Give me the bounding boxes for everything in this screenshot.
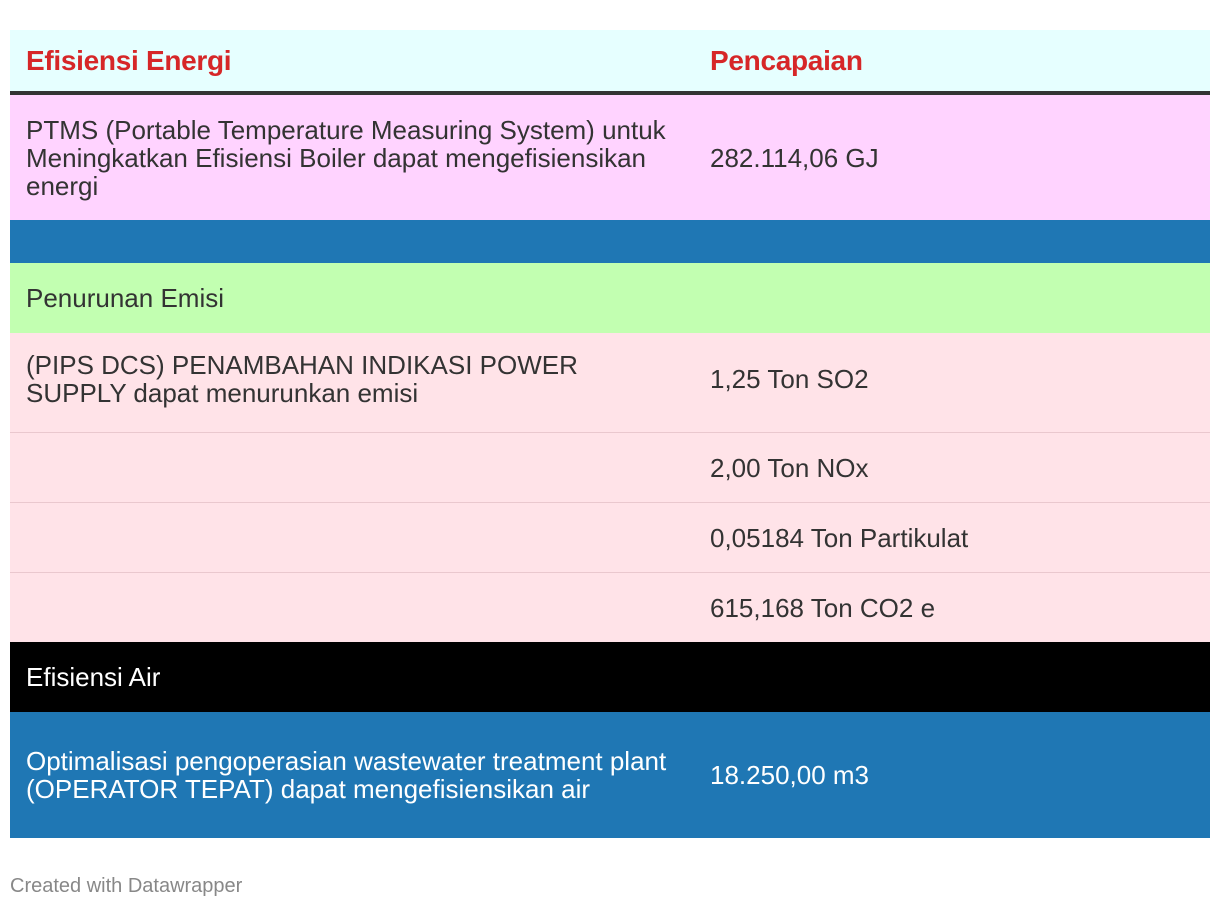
data-table xyxy=(10,30,1210,838)
table-row xyxy=(10,333,1210,432)
table-row xyxy=(10,502,1210,572)
table-cell: 282.114,06 GJ xyxy=(710,142,879,173)
table-cell: 615,168 Ton CO2 e xyxy=(710,592,936,623)
table-cell: 0,05184 Ton Partikulat xyxy=(710,522,969,553)
table-cell: (PIPS DCS) PENAMBAHAN INDIKASI POWER SUPPLY dapat menurunkan emisi xyxy=(26,350,578,408)
table-cell: Penurunan Emisi xyxy=(26,283,224,313)
table-row xyxy=(10,642,1210,712)
table-row xyxy=(10,263,1210,333)
table-cell: Efisiensi Air xyxy=(26,662,161,692)
table-cell: PTMS (Portable Temperature Measuring System) untuk Meningkatkan Efisiensi Boiler dapat mengefisiensikan energi xyxy=(26,114,666,201)
table-row xyxy=(10,572,1210,642)
table-row xyxy=(10,432,1210,502)
header-cell-achievement: Pencapaian xyxy=(710,44,863,76)
table-header xyxy=(10,30,1210,95)
table-cell: 18.250,00 m3 xyxy=(710,760,870,790)
table-row xyxy=(10,220,1210,263)
table-cell: 2,00 Ton NOx xyxy=(710,452,869,483)
footer-credit: Created with Datawrapper xyxy=(10,875,243,897)
header-cell-category: Efisiensi Energi xyxy=(26,44,232,76)
table-row xyxy=(10,712,1210,838)
table-row xyxy=(10,95,1210,220)
table-cell: 1,25 Ton SO2 xyxy=(710,364,869,394)
table-cell: Optimalisasi pengoperasian wastewater treatment plant (OPERATOR TEPAT) dapat mengefisiensikan air xyxy=(26,746,667,804)
